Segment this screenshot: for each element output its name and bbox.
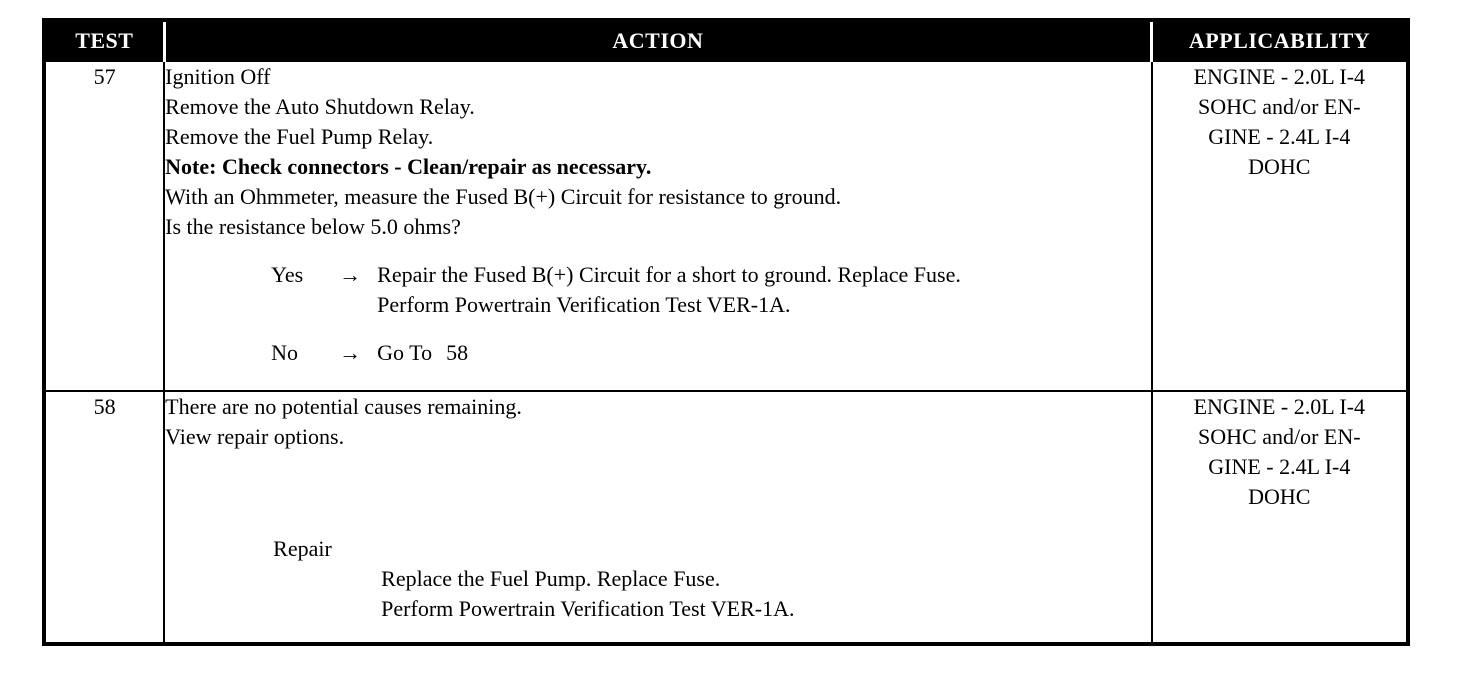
action-step: There are no potential causes remaining.	[165, 394, 522, 419]
table-row	[44, 61, 1408, 391]
action-step: With an Ohmmeter, measure the Fused B(+) Circuit for resistance to ground.	[165, 184, 842, 209]
action-step: Remove the Fuel Pump Relay.	[165, 124, 434, 149]
applicability-line: DOHC	[1248, 154, 1311, 179]
action-step: Ignition Off	[165, 64, 271, 89]
no-label: No	[271, 340, 299, 365]
action-note: Note: Check connectors - Clean/repair as necessary.	[165, 154, 652, 179]
yes-result-line: Perform Powertrain Verification Test VER-1A.	[377, 292, 791, 317]
applicability-line: ENGINE - 2.0L I-4	[1193, 64, 1366, 89]
yes-label: Yes	[271, 262, 304, 287]
goto-target: 58	[446, 340, 469, 365]
goto-text: Go To	[377, 340, 433, 365]
yes-result-line: Repair the Fused B(+) Circuit for a short to ground. Replace Fuse.	[377, 262, 961, 287]
applicability-line: DOHC	[1248, 484, 1311, 509]
applicability-line: ENGINE - 2.0L I-4	[1193, 394, 1366, 419]
yes-result	[377, 260, 1150, 320]
test-number: 58	[44, 391, 164, 644]
repair-label: Repair	[273, 536, 332, 561]
applicability-cell	[1152, 61, 1408, 391]
repair-instructions	[381, 564, 1150, 624]
no-result	[377, 338, 1150, 368]
diagnostic-test-table	[42, 18, 1410, 646]
arrow-right-icon: →	[339, 262, 362, 287]
applicability-line: GINE - 2.4L I-4	[1208, 124, 1351, 149]
repair-line: Perform Powertrain Verification Test VER-1A.	[381, 596, 795, 621]
yes-branch	[271, 260, 1150, 320]
repair-line: Replace the Fuel Pump. Replace Fuse.	[381, 566, 721, 591]
no-branch	[271, 338, 1150, 368]
header-test: TEST	[44, 20, 164, 61]
table-row	[44, 391, 1408, 644]
header-action: ACTION	[164, 20, 1151, 61]
action-step: View repair options.	[165, 424, 345, 449]
applicability-line: SOHC and/or EN-	[1198, 94, 1361, 119]
action-cell	[164, 61, 1151, 391]
applicability-line: GINE - 2.4L I-4	[1208, 454, 1351, 479]
action-step: Remove the Auto Shutdown Relay.	[165, 94, 475, 119]
header-applicability: APPLICABILITY	[1152, 20, 1408, 61]
test-number: 57	[44, 61, 164, 391]
applicability-cell	[1152, 391, 1408, 644]
action-question: Is the resistance below 5.0 ohms?	[165, 214, 461, 239]
arrow-right-icon: →	[339, 340, 362, 365]
action-cell	[164, 391, 1151, 644]
applicability-line: SOHC and/or EN-	[1198, 424, 1361, 449]
table-header-row	[44, 20, 1408, 61]
